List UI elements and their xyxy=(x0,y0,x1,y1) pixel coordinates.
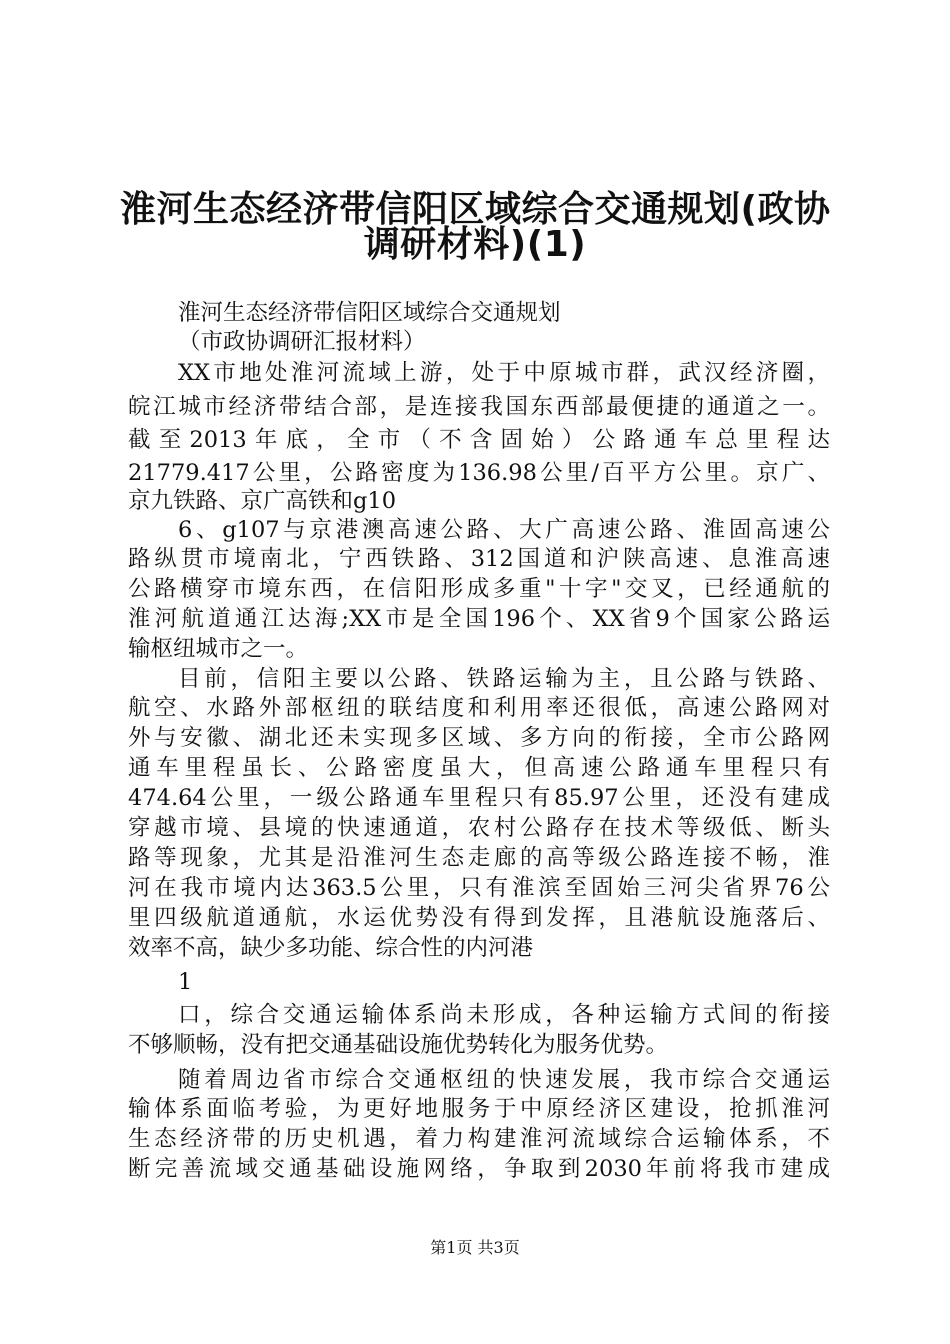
paragraph-line: 里四级航道通航，水运优势没有得到发挥，且港航设施落后、 xyxy=(128,905,830,931)
document-title-line2: 调研材料)(1) xyxy=(363,224,587,265)
paragraph-line: 淮河航道通江达海;XX市是全国196个、XX省9个国家公路运 xyxy=(128,606,830,632)
paragraph-line: 断完善流域交通基础设施网络，争取到2030年前将我市建成 xyxy=(128,1156,830,1182)
paragraph-line: XX市地处淮河流域上游，处于中原城市群，武汉经济圈， xyxy=(178,360,830,386)
paragraph-line: 河在我市境内达363.5公里，只有淮滨至固始三河尖省界76公 xyxy=(128,875,830,901)
paragraph-line: 路纵贯市境南北，宁西铁路、312国道和沪陕高速、息淮高速 xyxy=(128,546,830,572)
paragraph-line: 皖江城市经济带结合部，是连接我国东西部最便捷的通道之一。 xyxy=(128,394,830,420)
paragraph-line: 公路横穿市境东西，在信阳形成多重"十字"交叉，已经通航的 xyxy=(128,576,830,602)
paragraph-line: 口，综合交通运输体系尚未形成，各种运输方式间的衔接 xyxy=(178,1002,830,1028)
paragraph-line: 效率不高，缺少多功能、综合性的内河港 xyxy=(128,935,534,961)
paragraph-line: 生态经济带的历史机遇，着力构建淮河流域综合运输体系，不 xyxy=(128,1126,830,1152)
paragraph-line: 474.64公里，一级公路通车里程只有85.97公里，还没有建成 xyxy=(128,785,830,811)
paragraph-line: 通车里程虽长、公路密度虽大，但高速公路通车里程只有 xyxy=(128,755,830,781)
paragraph-line: 外与安徽、湖北还未实现多区域、多方向的衔接，全市公路网 xyxy=(128,725,830,751)
paragraph-line: 21779.417公里，公路密度为136.98公里/百平方公里。京广、 xyxy=(128,460,830,486)
paragraph-line: 目前，信阳主要以公路、铁路运输为主，且公路与铁路、 xyxy=(178,666,830,692)
document-subtitle2: （市政协调研汇报材料） xyxy=(178,329,426,355)
paragraph-line: 输体系面临考验，为更好地服务于中原经济区建设，抢抓淮河 xyxy=(128,1096,830,1122)
paragraph-line: 路等现象，尤其是沿淮河生态走廊的高等级公路连接不畅，淮 xyxy=(128,845,830,871)
document-title-line1: 淮河生态经济带信阳区域综合交通规划(政协 xyxy=(120,189,831,230)
document-subtitle: 淮河生态经济带信阳区域综合交通规划 xyxy=(178,300,561,326)
paragraph-line: 随着周边省市综合交通枢纽的快速发展，我市综合交通运 xyxy=(178,1067,830,1093)
inline-page-number: 1 xyxy=(178,969,193,995)
paragraph-line: 航空、水路外部枢纽的联结度和利用率还很低，高速公路网对 xyxy=(128,695,830,721)
page-footer: 第1页 共3页 xyxy=(430,1238,520,1257)
paragraph-line: 6、g107与京港澳高速公路、大广高速公路、淮固高速公 xyxy=(178,517,830,543)
paragraph-line: 截至2013年底，全市（不含固始）公路通车总里程达 xyxy=(128,427,830,453)
paragraph-line: 穿越市境、县境的快速通道，农村公路存在技术等级低、断头 xyxy=(128,815,830,841)
paragraph-line: 不够顺畅，没有把交通基础设施优势转化为服务优势。 xyxy=(128,1032,669,1058)
paragraph-line: 京九铁路、京广高铁和g10 xyxy=(128,488,397,514)
paragraph-line: 输枢纽城市之一。 xyxy=(128,636,309,662)
